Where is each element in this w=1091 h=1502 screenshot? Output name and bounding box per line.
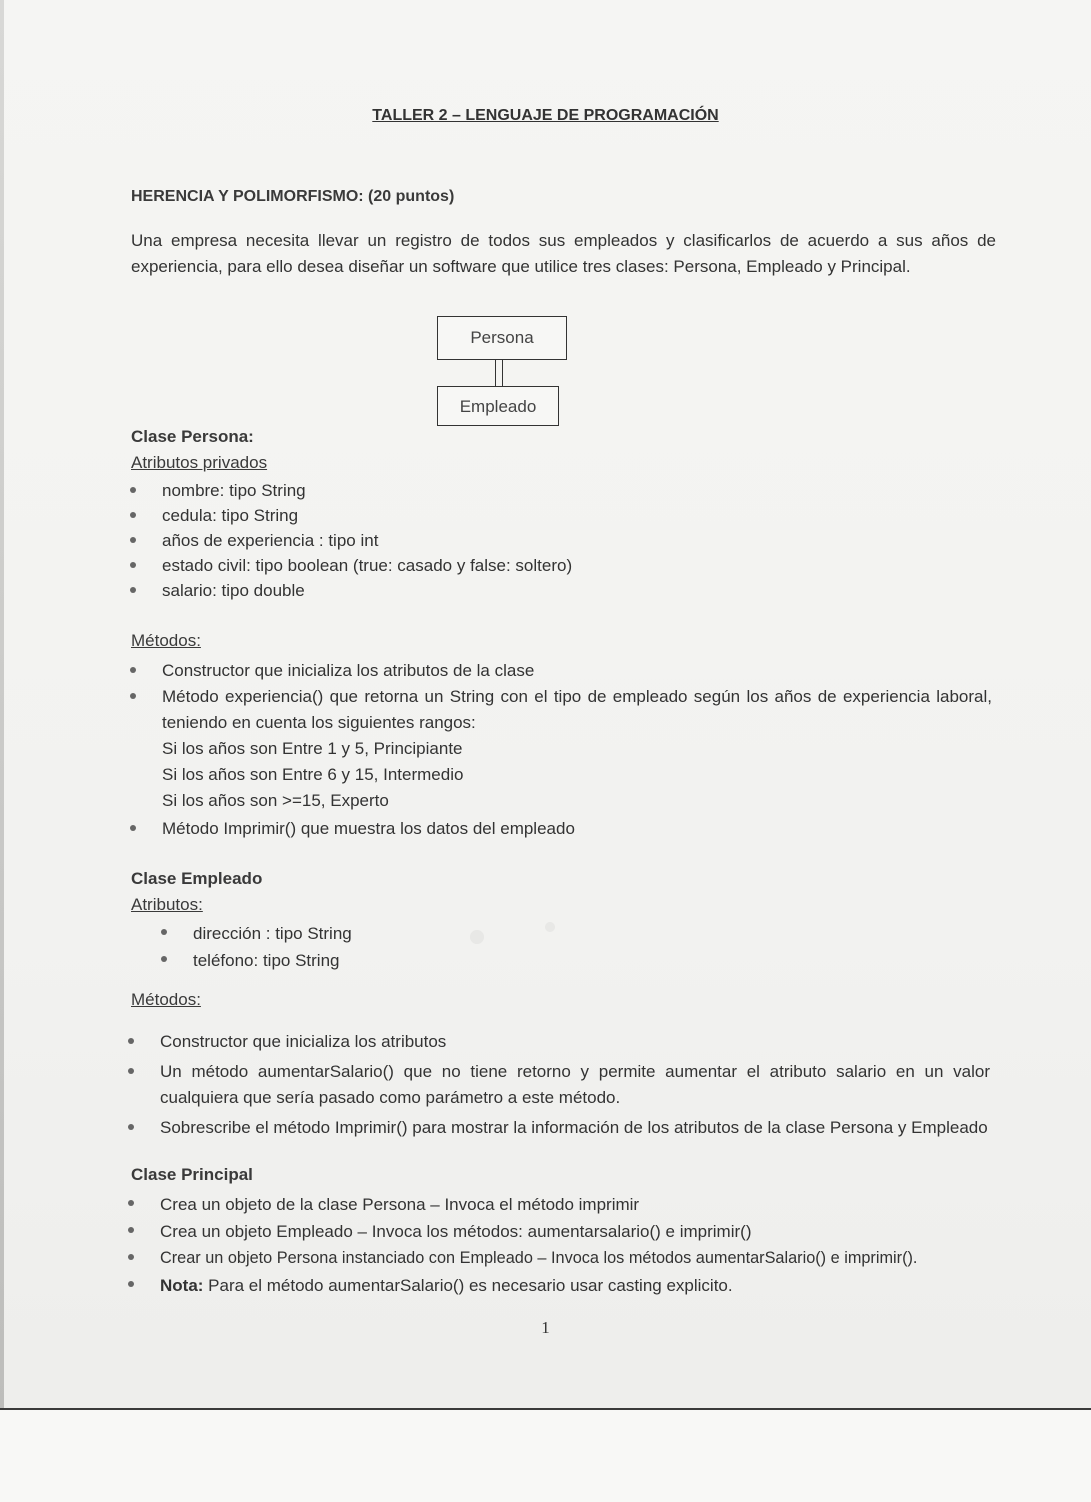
empleado-heading: Clase Empleado <box>131 869 263 888</box>
list-item: salario: tipo double <box>162 578 572 603</box>
list-item: nombre: tipo String <box>162 478 572 503</box>
persona-methods-label: Métodos: <box>131 631 201 650</box>
bullet-icon <box>128 1124 134 1130</box>
bullet-icon <box>130 825 136 831</box>
uml-class-empleado: Empleado <box>437 386 559 426</box>
bullet-icon <box>130 667 136 673</box>
range-line: Si los años son Entre 1 y 5, Principiante <box>162 739 463 758</box>
list-item <box>160 1272 995 1299</box>
section-heading: HERENCIA Y POLIMORFISMO: (20 puntos) <box>131 188 455 205</box>
list-item: Método experiencia() que retorna un String con el tipo de empleado según los años de experiencia laboral, teniendo en cuenta los siguientes rangos: Si los años son Entre 1 y 5, Principiante Si los años son Entre 6 y 15, Intermedio Si los años son >=15, Experto <box>162 684 992 814</box>
page-number: 1 <box>541 1318 550 1337</box>
list-item: años de experiencia : tipo int <box>162 528 572 553</box>
empleado-attributes-label: Atributos: <box>131 895 203 914</box>
list-item: Constructor que inicializa los atributos de la clase <box>162 658 992 684</box>
principal-list <box>160 1191 995 1299</box>
empleado-attributes-list <box>193 920 352 974</box>
list-item: estado civil: tipo boolean (true: casado y false: soltero) <box>162 553 572 578</box>
bullet-icon <box>130 487 136 493</box>
list-item: dirección : tipo String <box>193 920 352 947</box>
scan-bottom-margin <box>0 1408 1091 1502</box>
persona-heading: Clase Persona: <box>131 427 254 446</box>
range-line: Si los años son Entre 6 y 15, Intermedio <box>162 765 464 784</box>
list-item: teléfono: tipo String <box>193 947 352 974</box>
bullet-icon <box>130 587 136 593</box>
bullet-icon <box>130 693 136 699</box>
list-item: Crea un objeto Empleado – Invoca los métodos: aumentarsalario() e imprimir() <box>160 1218 995 1245</box>
uml-class-persona: Persona <box>437 316 567 360</box>
bullet-icon <box>161 956 167 962</box>
bullet-icon <box>128 1254 134 1260</box>
bullet-icon <box>161 929 167 935</box>
note-text: Para el método aumentarSalario() es necesario usar casting explicito. <box>203 1276 733 1295</box>
bullet-icon <box>128 1038 134 1044</box>
list-item: Un método aumentarSalario() que no tiene retorno y permite aumentar el atributo salario en un valor cualquiera que sería pasado como parámetro a este método. <box>160 1059 990 1111</box>
bullet-icon <box>130 512 136 518</box>
bullet-icon <box>128 1227 134 1233</box>
bullet-icon <box>130 537 136 543</box>
document-title: TALLER 2 – LENGUAJE DE PROGRAMACIÓN <box>372 107 719 124</box>
persona-attributes-list <box>162 478 572 603</box>
empleado-methods-label: Métodos: <box>131 990 201 1009</box>
list-item: Constructor que inicializa los atributos <box>160 1029 990 1055</box>
bullet-icon <box>128 1068 134 1074</box>
bullet-icon <box>130 562 136 568</box>
list-item: Método Imprimir() que muestra los datos del empleado <box>162 816 992 842</box>
bullet-icon <box>128 1281 134 1287</box>
list-item: Sobrescribe el método Imprimir() para mostrar la información de los atributos de la clase Persona y Empleado <box>160 1115 990 1141</box>
intro-paragraph: Una empresa necesita llevar un registro de todos sus empleados y clasificarlos de acuerdo a sus años de experiencia, para ello desea diseñar un software que utilice tres clases: Persona, Empleado y Principal. <box>131 231 996 276</box>
persona-methods-list <box>162 658 992 842</box>
scan-smudge <box>545 922 555 932</box>
persona-attributes-label: Atributos privados <box>131 453 268 472</box>
scan-smudge <box>470 930 484 944</box>
range-line: Si los años son >=15, Experto <box>162 791 389 810</box>
list-item: Crear un objeto Persona instanciado con Empleado – Invoca los métodos aumentarSalario() e imprimir(). <box>160 1245 995 1272</box>
page-edge-shadow <box>0 0 4 1410</box>
list-item: cedula: tipo String <box>162 503 572 528</box>
principal-heading: Clase Principal <box>131 1165 253 1184</box>
list-item: Crea un objeto de la clase Persona – Invoca el método imprimir <box>160 1191 995 1218</box>
note-label: Nota: <box>160 1276 204 1295</box>
empleado-methods-list <box>160 1029 990 1141</box>
bullet-icon <box>128 1200 134 1206</box>
uml-inheritance-connector <box>495 360 503 386</box>
